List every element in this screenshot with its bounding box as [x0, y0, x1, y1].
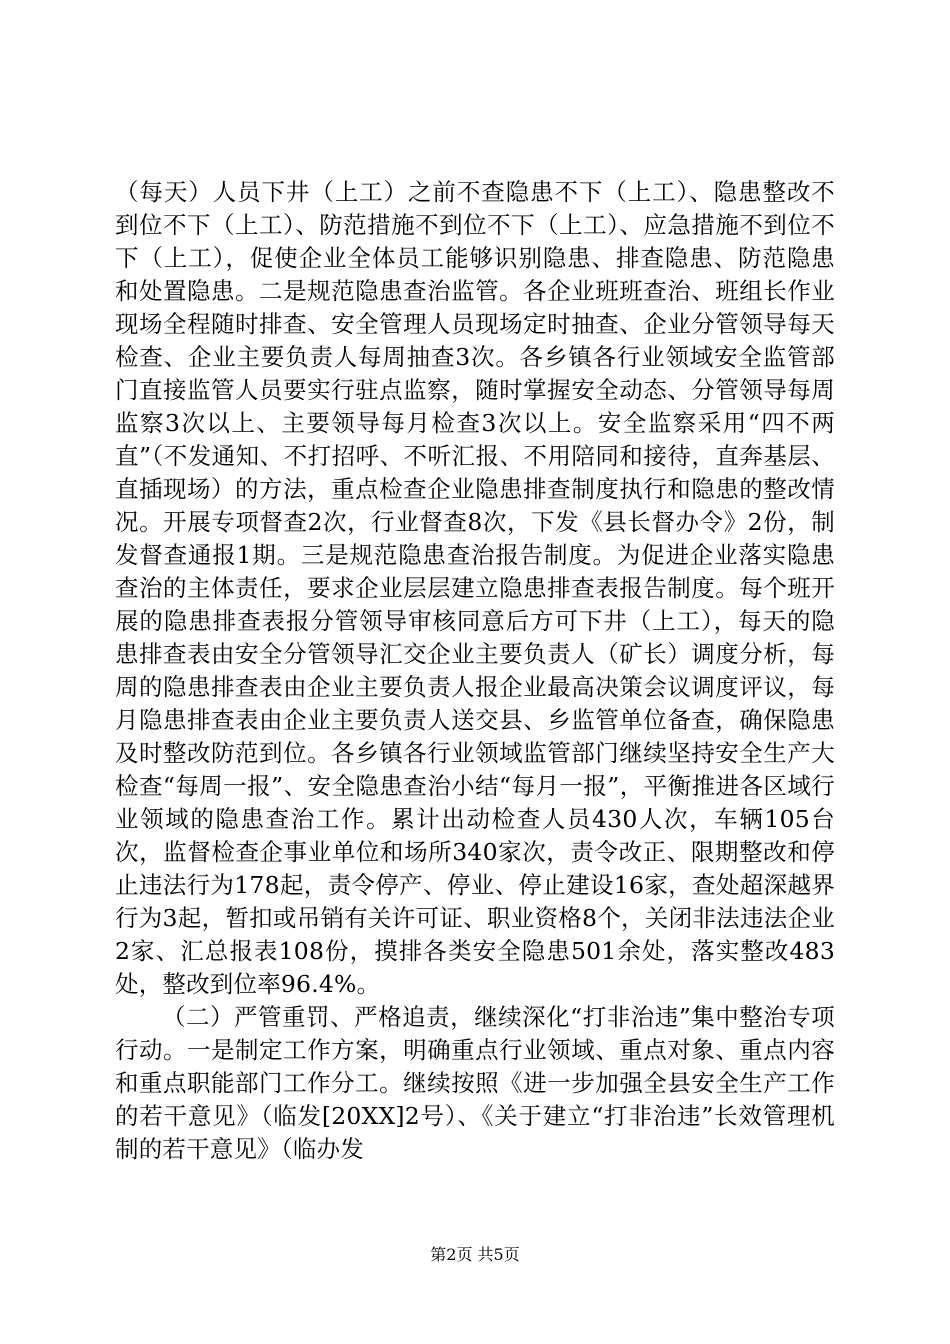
- page-footer: 第2页 共5页: [430, 1245, 520, 1264]
- paragraph-1: （每天）人员下井（上工）之前不查隐患不下（上工）、隐患整改不到位不下（上工）、防范措施不到位不下（上工）、应急措施不到位不下（上工），促使企业全体员工能够识别隐患、排查隐患、防范隐患和处置隐患。二是规范隐患查治监管。各企业班班查治、班组长作业现场全程随时排查、安全管理人员现场定时抽查、企业分管领导每天检查、企业主要负责人每周抽查3次。各乡镇各行业领域安全监管部门直接监管人员要实行驻点监察，随时掌握安全动态、分管领导每周监察3次以上、主要领导每月检查3次以上。安全监察采用“四不两直”（不发通知、不打招呼、不听汇报、不用陪同和接待，直奔基层、直插现场）的方法，重点检查企业隐患排查制度执行和隐患的整改情况。开展专项督查2次，行业督查8次，下发《县长督办令》2份，制发督查通报1期。三是规范隐患查治报告制度。为促进企业落实隐患查治的主体责任，要求企业层层建立隐患排查表报告制度。每个班开展的隐患排查表报分管领导审核同意后方可下井（上工），每天的隐患排查表由安全分管领导汇交企业主要负责人（矿长）调度分析，每周的隐患排查表由企业主要负责人报企业最高决策会议调度评议，每月隐患排查表由企业主要负责人送交县、乡监管单位备查，确保隐患及时整改防范到位。各乡镇各行业领域监管部门继续坚持安全生产大检查“每周一报”、安全隐患查治小结“每月一报”，平衡推进各区域行业领域的隐患查治工作。累计出动检查人员430人次，车辆105台次，监督检查企事业单位和场所340家次，责令改正、限期整改和停止违法行为178起，责令停产、停业、停止建设16家，查处超深越界行为3起，暂扣或吊销有关许可证、职业资格8个，关闭非法违法企业2家、汇总报表108份，摸排各类安全隐患501余处，落实整改483处，整改到位率96.4%。: [115, 178, 835, 998]
- paragraph-2: （二）严管重罚、严格追责，继续深化“打非治违”集中整治专项行动。一是制定工作方案，明确重点行业领域、重点对象、重点内容和重点职能部门工作分工。继续按照《进一步加强全县安全生产工作的若干意见》（临发[20XX]2号）、《关于建立“打非治违”长效管理机制的若干意见》（临办发: [115, 1003, 835, 1163]
- body-text: [115, 176, 835, 1166]
